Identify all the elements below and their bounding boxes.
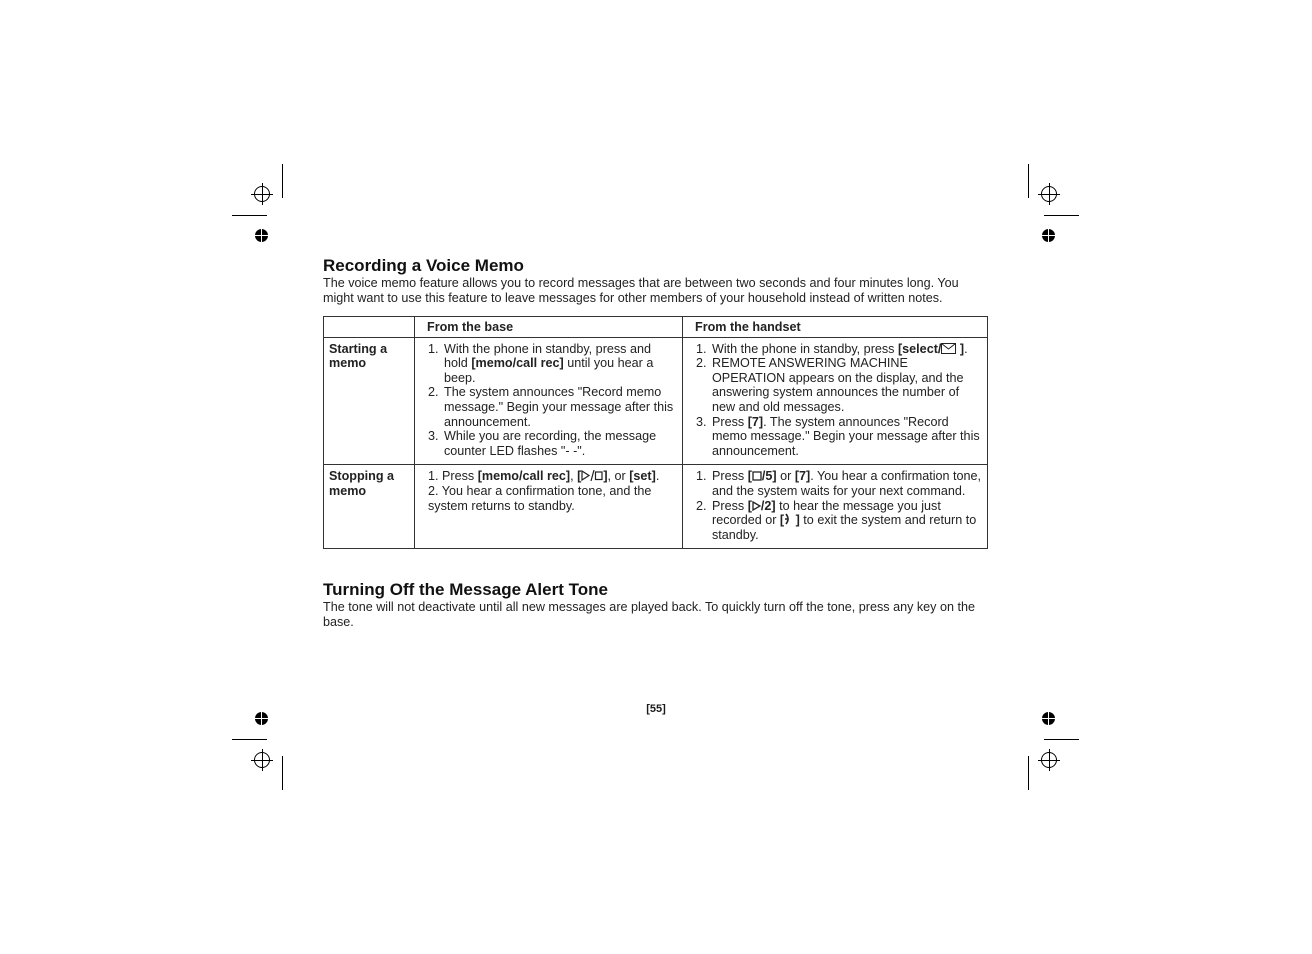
stop-icon xyxy=(752,471,762,481)
section-title-recording: Recording a Voice Memo xyxy=(323,256,524,275)
column-header-base: From the base xyxy=(415,317,683,338)
registration-mark-icon xyxy=(1041,752,1057,768)
steps-list xyxy=(688,342,983,459)
list-item: 2. Press [ /2] to hear the message you just recorded or [ ] to exit the system and return to standby. xyxy=(696,498,977,542)
section-title-alert-tone: Turning Off the Message Alert Tone xyxy=(323,580,608,600)
handset-start-cell xyxy=(683,337,988,465)
base-stop-cell xyxy=(415,465,683,549)
steps-list xyxy=(688,469,983,542)
section-intro-alert-tone: The tone will not deactivate until all new messages are played back. To quickly turn off the tone, press any key on the base. xyxy=(323,600,975,630)
voice-memo-table xyxy=(323,316,988,549)
section-alert-tone xyxy=(323,580,988,630)
page-content xyxy=(323,256,988,630)
steps-list xyxy=(420,342,678,459)
list-item: 1. With the phone in standby, press and hold [memo/call rec] until you hear a beep. xyxy=(428,341,654,385)
play-stop-icon xyxy=(581,470,603,481)
envelope-icon xyxy=(941,343,956,354)
table-row xyxy=(324,337,988,465)
page-number: [55] xyxy=(646,703,666,715)
list-item: 1. Press [memo/call rec], [ ], or [set]. xyxy=(428,469,660,484)
registration-dot-icon xyxy=(1042,229,1055,242)
list-item: 3. While you are recording, the message counter LED flashes "- -". xyxy=(428,429,657,458)
registration-mark-icon xyxy=(254,752,270,768)
list-item: 2. You hear a confirmation tone, and the system returns to standby. xyxy=(428,483,652,513)
table-row xyxy=(324,465,988,549)
list-item: 2. The system announces "Record memo message." Begin your message after this announcement. xyxy=(428,385,674,429)
list-item: 1. Press [ /5] or [7]. You hear a confirmation tone, and the system waits for your next command. xyxy=(696,469,982,498)
list-item: 3. Press [7]. The system announces "Record memo message." Begin your message after this announcement. xyxy=(696,414,980,458)
column-header-handset: From the handset xyxy=(683,317,988,338)
list-item: 2. REMOTE ANSWERING MACHINE OPERATION appears on the display, and the answering system announces the number of new and old messages. xyxy=(696,356,964,414)
row-header-starting: Starting a memo xyxy=(324,337,415,465)
play-icon xyxy=(752,501,761,511)
registration-mark-icon xyxy=(1041,186,1057,202)
table-header-row xyxy=(324,317,988,338)
base-start-cell xyxy=(415,337,683,465)
table-corner-cell xyxy=(324,317,415,338)
registration-mark-icon xyxy=(254,186,270,202)
registration-dot-icon xyxy=(255,229,268,242)
row-header-stopping: Stopping a memo xyxy=(324,465,415,549)
section-intro-recording: The voice memo feature allows you to record messages that are between two seconds and four minutes long. You might want to use this feature to leave messages for other members of your household instead of written notes. xyxy=(323,276,959,305)
end-call-icon xyxy=(784,513,792,525)
handset-stop-cell xyxy=(683,465,988,549)
list-item: 1. With the phone in standby, press [select/ ]. xyxy=(696,341,968,356)
